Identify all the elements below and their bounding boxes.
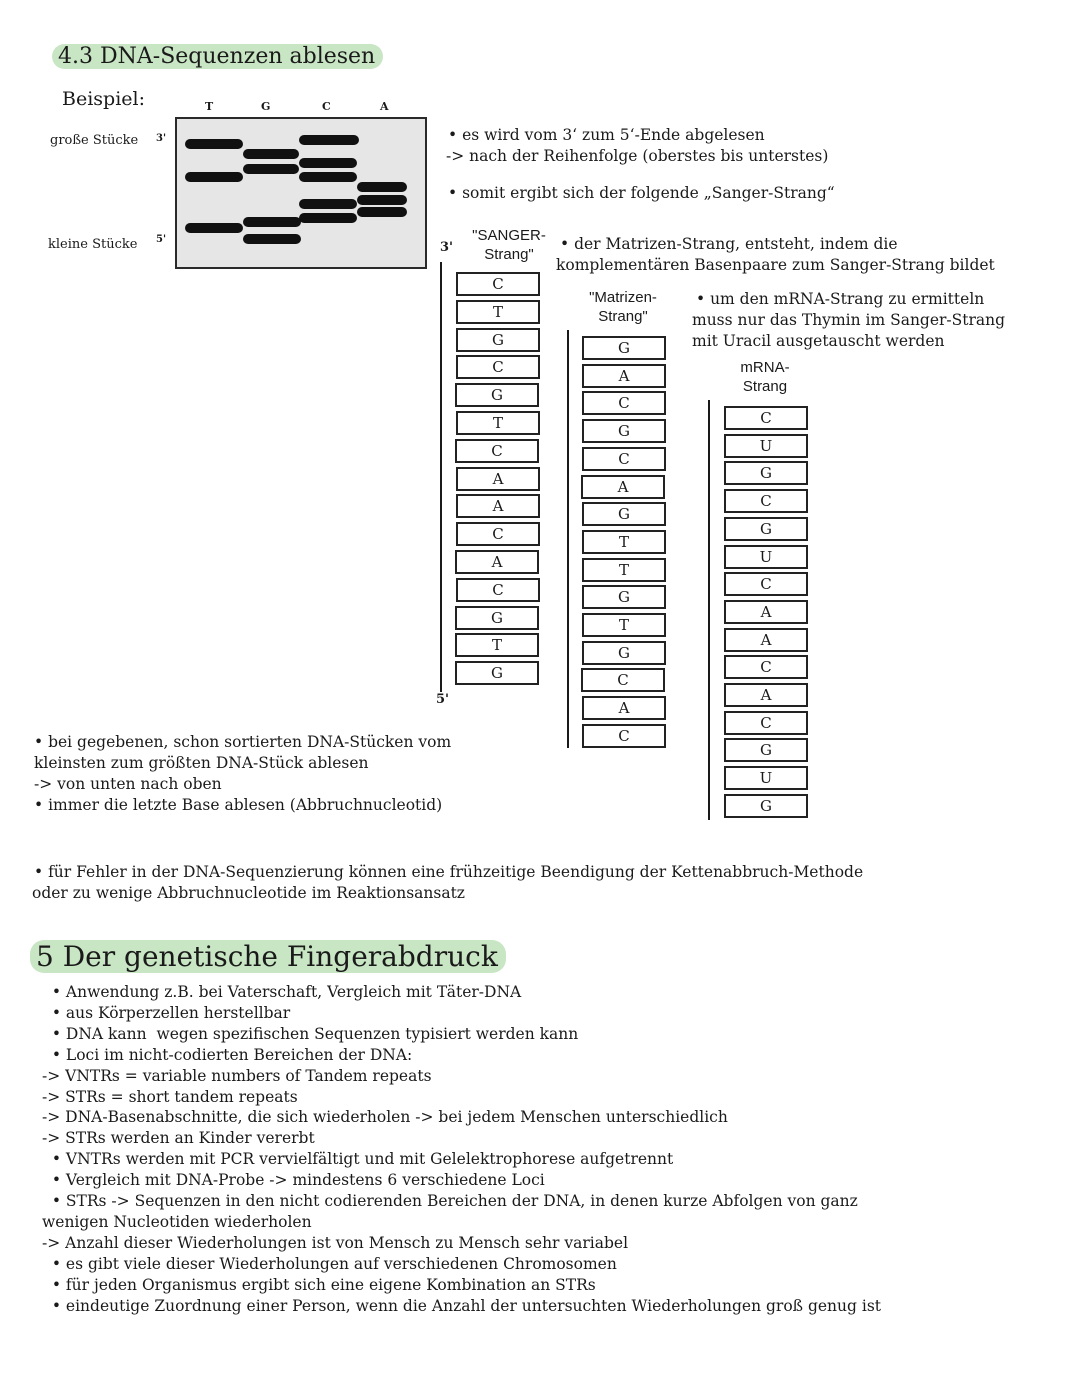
base-box: C	[724, 711, 808, 735]
matrix-strand-line	[567, 330, 569, 748]
base-box: U	[724, 545, 808, 569]
fingerprint-line: • aus Körperzellen herstellbar	[42, 1003, 291, 1022]
base-box: G	[582, 585, 666, 609]
note-sorted-pieces: • bei gegebenen, schon sortierten DNA-Stücken vom	[34, 733, 452, 751]
base-box: G	[455, 606, 539, 630]
base-box: G	[724, 794, 808, 818]
gel-band	[299, 172, 357, 182]
fingerprint-line: • DNA kann wegen spezifischen Sequenzen typisiert werden kann	[42, 1024, 579, 1043]
gel-band	[243, 149, 299, 159]
base-box: U	[724, 766, 808, 790]
fingerprint-line: • Anwendung z.B. bei Vaterschaft, Vergleich mit Täter-DNA	[42, 983, 522, 1001]
base-box: U	[724, 434, 808, 458]
note-errors-line2: oder zu wenige Abbruchnucleotide im Reaktionsansatz	[32, 884, 465, 902]
base-box: G	[582, 641, 666, 665]
lane-label-g: G	[261, 100, 271, 113]
gel-band	[357, 182, 407, 192]
base-box: C	[582, 447, 666, 471]
base-box: C	[582, 391, 666, 415]
mrna-note-line3: mit Uracil ausgetauscht werden	[692, 332, 945, 350]
gel-end-top: 3'	[156, 133, 167, 144]
fingerprint-line: wenigen Nucleotiden wiederholen	[42, 1212, 312, 1231]
fingerprint-line: -> VNTRs = variable numbers of Tandem repeats	[42, 1066, 432, 1085]
base-box: C	[456, 355, 540, 379]
sanger-end-top: 3'	[440, 240, 454, 255]
base-box: T	[456, 300, 540, 324]
fingerprint-line: • eindeutige Zuordnung einer Person, wenn die Anzahl der untersuchten Wiederholungen groß genug ist	[42, 1296, 882, 1315]
gel-band	[299, 213, 357, 223]
mrna-strand-line	[708, 400, 710, 820]
base-box: T	[582, 613, 666, 637]
gel-band	[299, 199, 357, 209]
example-label: Beispiel:	[62, 88, 145, 110]
base-box: C	[724, 406, 808, 430]
base-box: T	[582, 530, 666, 554]
base-box: G	[456, 328, 540, 352]
sanger-strand-line	[440, 262, 442, 692]
lane-label-c: C	[322, 100, 331, 113]
note-sanger-result: • somit ergibt sich der folgende „Sanger-Strang“	[448, 184, 835, 202]
gel-band	[299, 158, 357, 168]
base-box: G	[724, 738, 808, 762]
gel-band	[299, 135, 359, 145]
base-box: C	[456, 522, 540, 546]
base-box: G	[582, 336, 666, 360]
gel-band	[185, 172, 243, 182]
note-smallest-largest: kleinsten zum größten DNA-Stück ablesen	[34, 754, 369, 772]
section-title-4-3	[52, 44, 383, 69]
fingerprint-line: • für jeden Organismus ergibt sich eine eigene Kombination an STRs	[42, 1275, 596, 1294]
note-last-base: • immer die letzte Base ablesen (Abbruchnucleotid)	[34, 796, 443, 814]
gel-end-bottom: 5'	[156, 234, 167, 245]
fingerprint-line: • es gibt viele dieser Wiederholungen auf verschiedenen Chromosomen	[42, 1254, 617, 1273]
gel-band	[357, 195, 407, 205]
note-order: -> nach der Reihenfolge (oberstes bis unterstes)	[446, 147, 829, 165]
fingerprint-line: -> STRs werden an Kinder vererbt	[42, 1129, 315, 1148]
gel-label-large: große Stücke	[50, 133, 139, 148]
fingerprint-line: -> STRs = short tandem repeats	[42, 1087, 298, 1106]
gel-band	[243, 234, 301, 244]
base-box: A	[582, 364, 666, 388]
matrix-note-line2: komplementären Basenpaare zum Sanger-Strang bildet	[556, 256, 995, 274]
base-box: C	[724, 655, 808, 679]
base-box: A	[456, 467, 540, 491]
note-errors-line1: • für Fehler in der DNA-Sequenzierung können eine frühzeitige Beendigung der Kettenabbruch-Methode	[34, 863, 864, 881]
base-box: T	[582, 558, 666, 582]
base-box: C	[582, 724, 666, 748]
gel-band	[185, 223, 243, 233]
sanger-end-bottom: 5'	[436, 692, 450, 707]
matrix-strand-header: "Matrizen- Strang"	[589, 289, 657, 325]
base-box: T	[456, 411, 540, 435]
base-box: A	[455, 550, 539, 574]
base-box: T	[455, 633, 539, 657]
section-title-5	[30, 940, 506, 973]
fingerprint-line: • VNTRs werden mit PCR vervielfältigt und mit Gelelektrophorese aufgetrennt	[42, 1150, 674, 1169]
base-box: C	[455, 439, 539, 463]
mrna-note-line2: muss nur das Thymin im Sanger-Strang	[692, 311, 1006, 329]
base-box: A	[724, 683, 808, 707]
gel-band	[243, 164, 299, 174]
base-box: A	[456, 494, 540, 518]
base-box: G	[724, 517, 808, 541]
base-box: A	[724, 600, 808, 624]
base-box: A	[582, 696, 666, 720]
fingerprint-line: • Vergleich mit DNA-Probe -> mindestens 6 verschiedene Loci	[42, 1171, 545, 1190]
lane-label-a: A	[380, 100, 389, 113]
base-box: C	[581, 668, 665, 692]
base-box: C	[724, 489, 808, 513]
sanger-strand-header: "SANGER- Strang"	[472, 227, 546, 263]
base-box: G	[724, 461, 808, 485]
gel-band	[185, 139, 243, 149]
base-box: C	[724, 572, 808, 596]
lane-label-t: T	[205, 100, 214, 113]
gel-electrophoresis	[175, 117, 427, 269]
gel-band	[357, 207, 407, 217]
fingerprint-line: -> Anzahl dieser Wiederholungen ist von Mensch zu Mensch sehr variabel	[42, 1233, 629, 1252]
fingerprint-line: • STRs -> Sequenzen in den nicht codierenden Bereichen der DNA, in denen kurze Abfolgen von ganz	[42, 1192, 858, 1210]
base-box: G	[455, 661, 539, 685]
section-title-4-3-text: 4.3 DNA-Sequenzen ablesen	[52, 44, 383, 69]
base-box: G	[582, 502, 666, 526]
fingerprint-line: • Loci im nicht-codierten Bereichen der DNA:	[42, 1045, 413, 1064]
section-title-5-text: 5 Der genetische Fingerabdruck	[30, 940, 506, 973]
note-read-direction: • es wird vom 3‘ zum 5‘-Ende abgelesen	[448, 126, 765, 144]
matrix-note-line1: • der Matrizen-Strang, entsteht, indem die	[560, 235, 898, 253]
base-box: C	[456, 578, 540, 602]
note-bottom-up: -> von unten nach oben	[34, 775, 222, 793]
mrna-strand-header: mRNA- Strang	[740, 359, 790, 395]
base-box: G	[582, 419, 666, 443]
gel-label-small: kleine Stücke	[48, 237, 138, 252]
fingerprint-line: -> DNA-Basenabschnitte, die sich wiederholen -> bei jedem Menschen unterschiedlich	[42, 1108, 728, 1127]
base-box: C	[456, 272, 540, 296]
base-box: G	[455, 383, 539, 407]
mrna-note-line1: • um den mRNA-Strang zu ermitteln	[696, 290, 985, 308]
base-box: A	[581, 475, 665, 499]
base-box: A	[724, 628, 808, 652]
gel-band	[243, 217, 301, 227]
